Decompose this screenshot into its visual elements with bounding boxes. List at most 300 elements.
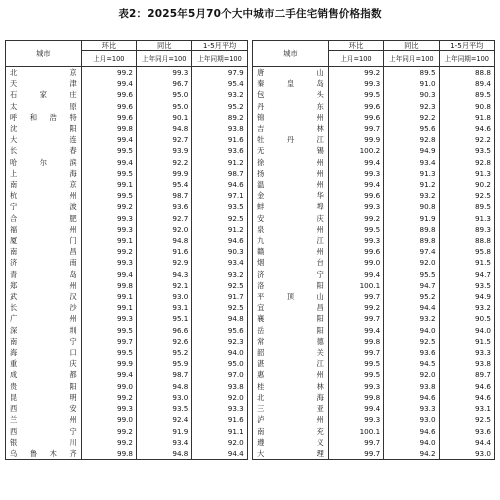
yoy-cell-left: 92.7 (137, 213, 192, 224)
city-cell-right: 遵义 (253, 437, 329, 448)
mom-cell-right: 99.6 (328, 190, 383, 201)
avg-cell-right: 94.7 (439, 269, 494, 280)
city-cell-left: 成都 (6, 369, 82, 380)
mom-cell-right: 99.6 (328, 101, 383, 112)
city-cell-right: 洛阳 (253, 280, 329, 291)
city-cell-left: 合肥 (6, 213, 82, 224)
yoy-cell-left: 93.0 (137, 291, 192, 302)
mom-cell-left: 99.4 (81, 369, 136, 380)
avg-cell-right: 93.2 (439, 302, 494, 313)
avg-cell-left: 93.5 (192, 201, 247, 212)
table-row (6, 347, 495, 358)
table-row (6, 235, 495, 246)
table-row (6, 269, 495, 280)
mom-cell-left: 99.3 (81, 224, 136, 235)
header-avg-right: 1-5月平均 (439, 41, 494, 51)
avg-cell-right: 89.7 (439, 369, 494, 380)
mom-cell-right: 99.3 (328, 201, 383, 212)
yoy-cell-left: 99.9 (137, 168, 192, 179)
avg-cell-right: 88.8 (439, 235, 494, 246)
avg-cell-right: 92.2 (439, 134, 494, 145)
yoy-cell-left: 95.4 (137, 179, 192, 190)
header-mom-left: 环比 (81, 41, 136, 51)
mom-cell-left: 99.3 (81, 213, 136, 224)
mom-cell-right: 99.8 (328, 336, 383, 347)
city-cell-left: 呼和浩特 (6, 112, 82, 123)
mom-cell-right: 99.9 (328, 134, 383, 145)
avg-cell-right: 90.8 (439, 101, 494, 112)
avg-cell-left: 91.1 (192, 426, 247, 437)
city-cell-right: 锦州 (253, 112, 329, 123)
yoy-cell-right: 95.5 (384, 269, 439, 280)
mom-cell-right: 99.4 (328, 403, 383, 414)
yoy-cell-left: 90.1 (137, 112, 192, 123)
mom-cell-right: 100.2 (328, 145, 383, 156)
city-cell-right: 九江 (253, 235, 329, 246)
mom-cell-left: 99.2 (81, 426, 136, 437)
table-row (6, 437, 495, 448)
mom-cell-left: 99.3 (81, 403, 136, 414)
city-cell-right: 蚌埠 (253, 201, 329, 212)
table-row (6, 414, 495, 425)
table-row (6, 257, 495, 268)
avg-cell-right: 88.8 (439, 67, 494, 79)
city-cell-left: 天津 (6, 78, 82, 89)
table-row (6, 291, 495, 302)
yoy-cell-right: 93.2 (384, 190, 439, 201)
avg-cell-left: 93.2 (192, 89, 247, 100)
avg-cell-right: 93.0 (439, 448, 494, 460)
mom-cell-left: 99.9 (81, 358, 136, 369)
mom-cell-right: 99.4 (328, 269, 383, 280)
avg-cell-left: 94.0 (192, 347, 247, 358)
table-row (6, 246, 495, 257)
city-cell-left: 重庆 (6, 358, 82, 369)
city-cell-right: 丹东 (253, 101, 329, 112)
mom-cell-right: 99.3 (328, 381, 383, 392)
avg-cell-left: 90.3 (192, 246, 247, 257)
yoy-cell-right: 93.0 (384, 414, 439, 425)
mom-cell-left: 99.4 (81, 134, 136, 145)
yoy-cell-left: 91.9 (137, 426, 192, 437)
city-cell-left: 南京 (6, 179, 82, 190)
table-row (6, 134, 495, 145)
mom-cell-left: 99.8 (81, 280, 136, 291)
yoy-cell-left: 94.8 (137, 123, 192, 134)
yoy-cell-left: 95.0 (137, 101, 192, 112)
yoy-cell-right: 94.0 (384, 437, 439, 448)
mom-cell-left: 99.1 (81, 179, 136, 190)
yoy-cell-left: 93.0 (137, 392, 192, 403)
yoy-cell-right: 94.6 (384, 392, 439, 403)
table-row (6, 403, 495, 414)
mom-cell-left: 99.1 (81, 235, 136, 246)
avg-cell-right: 94.9 (439, 291, 494, 302)
yoy-cell-right: 92.3 (384, 101, 439, 112)
yoy-cell-left: 91.6 (137, 246, 192, 257)
yoy-cell-left: 93.4 (137, 437, 192, 448)
yoy-cell-right: 94.4 (384, 302, 439, 313)
mom-cell-left: 99.5 (81, 190, 136, 201)
avg-cell-left: 94.8 (192, 313, 247, 324)
city-cell-left: 深圳 (6, 325, 82, 336)
avg-cell-right: 89.3 (439, 224, 494, 235)
city-cell-right: 唐山 (253, 67, 329, 79)
mom-cell-left: 99.6 (81, 89, 136, 100)
table-row (6, 313, 495, 324)
avg-cell-left: 93.4 (192, 257, 247, 268)
city-cell-right: 惠州 (253, 369, 329, 380)
table-row (6, 392, 495, 403)
avg-cell-left: 92.3 (192, 336, 247, 347)
yoy-cell-right: 92.0 (384, 369, 439, 380)
avg-cell-left: 91.2 (192, 224, 247, 235)
avg-cell-right: 89.5 (439, 89, 494, 100)
yoy-cell-right: 93.3 (384, 403, 439, 414)
mom-cell-right: 99.7 (328, 291, 383, 302)
city-cell-right: 韶关 (253, 347, 329, 358)
avg-cell-left: 95.4 (192, 78, 247, 89)
mom-cell-left: 99.2 (81, 67, 136, 79)
mom-cell-left: 99.1 (81, 302, 136, 313)
city-cell-right: 常德 (253, 336, 329, 347)
city-cell-left: 上海 (6, 168, 82, 179)
avg-cell-right: 93.8 (439, 358, 494, 369)
table-row (6, 67, 495, 79)
mom-cell-left: 99.2 (81, 201, 136, 212)
avg-cell-left: 92.5 (192, 302, 247, 313)
avg-cell-left: 93.2 (192, 269, 247, 280)
city-cell-left: 武汉 (6, 291, 82, 302)
mom-cell-right: 100.1 (328, 280, 383, 291)
mom-cell-left: 99.1 (81, 291, 136, 302)
yoy-cell-left: 95.1 (137, 313, 192, 324)
city-cell-left: 福州 (6, 224, 82, 235)
table-row (6, 213, 495, 224)
yoy-cell-left: 94.8 (137, 448, 192, 460)
yoy-cell-left: 92.0 (137, 224, 192, 235)
mom-cell-left: 99.5 (81, 145, 136, 156)
avg-cell-left: 93.6 (192, 145, 247, 156)
mom-cell-left: 99.7 (81, 336, 136, 347)
city-cell-left: 海口 (6, 347, 82, 358)
mom-cell-left: 99.3 (81, 313, 136, 324)
yoy-cell-right: 91.0 (384, 78, 439, 89)
table-body (6, 67, 495, 460)
mom-cell-left: 99.4 (81, 269, 136, 280)
avg-cell-right: 89.5 (439, 201, 494, 212)
table-row (6, 224, 495, 235)
yoy-cell-right: 95.6 (384, 123, 439, 134)
avg-cell-right: 94.0 (439, 325, 494, 336)
city-cell-right: 桂林 (253, 381, 329, 392)
city-cell-right: 泉州 (253, 224, 329, 235)
yoy-cell-right: 94.2 (384, 448, 439, 460)
yoy-cell-right: 92.2 (384, 112, 439, 123)
avg-cell-left: 93.3 (192, 403, 247, 414)
avg-cell-left: 93.8 (192, 123, 247, 134)
mom-cell-left: 99.0 (81, 414, 136, 425)
avg-cell-right: 93.3 (439, 347, 494, 358)
mom-cell-left: 99.6 (81, 101, 136, 112)
avg-cell-right: 91.5 (439, 257, 494, 268)
city-cell-left: 银川 (6, 437, 82, 448)
yoy-cell-left: 98.7 (137, 190, 192, 201)
city-cell-left: 南宁 (6, 336, 82, 347)
mom-cell-left: 99.2 (81, 246, 136, 257)
yoy-cell-left: 92.6 (137, 336, 192, 347)
yoy-cell-right: 93.8 (384, 381, 439, 392)
mom-cell-left: 99.2 (81, 392, 136, 403)
city-cell-right: 北海 (253, 392, 329, 403)
yoy-cell-right: 94.5 (384, 358, 439, 369)
avg-cell-left: 95.6 (192, 325, 247, 336)
mom-cell-right: 99.4 (328, 157, 383, 168)
avg-cell-right: 95.8 (439, 246, 494, 257)
mom-cell-right: 99.5 (328, 358, 383, 369)
mom-cell-right: 99.5 (328, 89, 383, 100)
mom-cell-left: 99.4 (81, 78, 136, 89)
avg-cell-right: 93.6 (439, 426, 494, 437)
yoy-cell-right: 89.8 (384, 224, 439, 235)
city-cell-right: 南充 (253, 426, 329, 437)
mom-cell-right: 99.2 (328, 302, 383, 313)
mom-cell-left: 99.5 (81, 168, 136, 179)
mom-cell-right: 99.3 (328, 414, 383, 425)
page-title: 表2：2025年5月70个大中城市二手住宅销售价格指数 (118, 8, 382, 20)
yoy-cell-left: 95.0 (137, 89, 192, 100)
mom-cell-right: 99.3 (328, 78, 383, 89)
city-cell-left: 厦门 (6, 235, 82, 246)
city-cell-left: 太原 (6, 101, 82, 112)
avg-cell-right: 91.5 (439, 336, 494, 347)
avg-cell-left: 92.0 (192, 392, 247, 403)
avg-cell-right: 92.5 (439, 414, 494, 425)
city-cell-right: 赣州 (253, 246, 329, 257)
avg-cell-right: 93.5 (439, 280, 494, 291)
mom-cell-left: 99.8 (81, 123, 136, 134)
yoy-cell-left: 96.6 (137, 325, 192, 336)
avg-cell-left: 97.9 (192, 67, 247, 79)
table-row (6, 78, 495, 89)
yoy-cell-right: 92.5 (384, 336, 439, 347)
city-cell-right: 泸州 (253, 414, 329, 425)
mom-cell-left: 99.6 (81, 112, 136, 123)
city-cell-left: 北京 (6, 67, 82, 79)
avg-cell-right: 89.4 (439, 78, 494, 89)
mom-cell-right: 99.3 (328, 168, 383, 179)
city-cell-left: 兰州 (6, 414, 82, 425)
yoy-cell-right: 97.4 (384, 246, 439, 257)
yoy-cell-right: 91.9 (384, 213, 439, 224)
yoy-cell-left: 93.6 (137, 201, 192, 212)
city-cell-left: 济南 (6, 257, 82, 268)
city-cell-left: 郑州 (6, 280, 82, 291)
mom-cell-left: 99.3 (81, 257, 136, 268)
yoy-cell-right: 93.2 (384, 313, 439, 324)
mom-cell-right: 99.4 (328, 179, 383, 190)
avg-cell-left: 92.5 (192, 280, 247, 291)
mom-cell-right: 99.3 (328, 235, 383, 246)
subheader-yoy-left: 上年同月=100 (137, 51, 192, 67)
yoy-cell-left: 92.4 (137, 414, 192, 425)
yoy-cell-right: 94.6 (384, 426, 439, 437)
city-cell-right: 襄阳 (253, 313, 329, 324)
city-cell-right: 扬州 (253, 168, 329, 179)
city-cell-left: 青岛 (6, 269, 82, 280)
table-row (6, 168, 495, 179)
mom-cell-right: 99.7 (328, 123, 383, 134)
table-row (6, 381, 495, 392)
city-cell-right: 大理 (253, 448, 329, 460)
header-city-left: 城市 (6, 41, 82, 67)
avg-cell-right: 94.6 (439, 392, 494, 403)
city-cell-right: 安庆 (253, 213, 329, 224)
yoy-cell-left: 99.3 (137, 67, 192, 79)
mom-cell-right: 99.7 (328, 313, 383, 324)
city-cell-left: 石家庄 (6, 89, 82, 100)
table-row (6, 157, 495, 168)
city-cell-right: 无锡 (253, 145, 329, 156)
table-row (6, 358, 495, 369)
avg-cell-right: 93.1 (439, 403, 494, 414)
avg-cell-right: 93.5 (439, 145, 494, 156)
city-cell-right: 岳阳 (253, 325, 329, 336)
mom-cell-right: 99.5 (328, 369, 383, 380)
mom-cell-right: 99.4 (328, 325, 383, 336)
avg-cell-right: 90.5 (439, 313, 494, 324)
avg-cell-left: 94.6 (192, 179, 247, 190)
avg-cell-left: 94.4 (192, 448, 247, 460)
avg-cell-left: 91.6 (192, 414, 247, 425)
avg-cell-right: 94.4 (439, 437, 494, 448)
yoy-cell-right: 94.7 (384, 280, 439, 291)
yoy-cell-right: 90.8 (384, 201, 439, 212)
subheader-yoy-right: 上年同月=100 (384, 51, 439, 67)
mom-cell-left: 99.2 (81, 437, 136, 448)
table-row (6, 448, 495, 460)
subheader-avg-right: 上年同期=100 (439, 51, 494, 67)
yoy-cell-left: 96.7 (137, 78, 192, 89)
yoy-cell-right: 94.0 (384, 325, 439, 336)
city-cell-right: 济宁 (253, 269, 329, 280)
yoy-cell-left: 92.9 (137, 257, 192, 268)
yoy-cell-right: 90.3 (384, 89, 439, 100)
table-row (6, 89, 495, 100)
avg-cell-right: 91.8 (439, 112, 494, 123)
subheader-mom-right: 上月=100 (328, 51, 383, 67)
avg-cell-right: 91.3 (439, 168, 494, 179)
table-row (6, 426, 495, 437)
table-row (6, 190, 495, 201)
table-row (6, 179, 495, 190)
city-cell-right: 金华 (253, 190, 329, 201)
city-cell-left: 昆明 (6, 392, 82, 403)
yoy-cell-left: 94.3 (137, 269, 192, 280)
yoy-cell-left: 92.7 (137, 134, 192, 145)
city-cell-left: 长春 (6, 145, 82, 156)
city-cell-right: 包头 (253, 89, 329, 100)
yoy-cell-left: 98.7 (137, 369, 192, 380)
subheader-avg-left: 上年同期=100 (192, 51, 247, 67)
city-cell-left: 广州 (6, 313, 82, 324)
table-row (6, 302, 495, 313)
city-cell-left: 长沙 (6, 302, 82, 313)
mom-cell-right: 99.8 (328, 392, 383, 403)
avg-cell-right: 90.2 (439, 179, 494, 190)
avg-cell-left: 91.6 (192, 134, 247, 145)
avg-cell-left: 91.2 (192, 157, 247, 168)
mom-cell-left: 99.4 (81, 157, 136, 168)
header-mom-right: 环比 (328, 41, 383, 51)
mom-cell-right: 99.2 (328, 213, 383, 224)
avg-cell-right: 92.8 (439, 157, 494, 168)
mom-cell-right: 99.6 (328, 112, 383, 123)
table-row (6, 145, 495, 156)
yoy-cell-left: 92.2 (137, 157, 192, 168)
subheader-mom-left: 上月=100 (81, 51, 136, 67)
yoy-cell-left: 93.9 (137, 145, 192, 156)
city-cell-left: 西宁 (6, 426, 82, 437)
yoy-cell-right: 91.2 (384, 179, 439, 190)
yoy-cell-left: 94.8 (137, 381, 192, 392)
table-row (6, 201, 495, 212)
yoy-cell-right: 93.4 (384, 157, 439, 168)
price-index-table (5, 40, 495, 460)
yoy-cell-right: 92.0 (384, 257, 439, 268)
yoy-cell-right: 95.2 (384, 291, 439, 302)
table-row (6, 325, 495, 336)
yoy-cell-right: 91.3 (384, 168, 439, 179)
mom-cell-right: 100.1 (328, 426, 383, 437)
mom-cell-left: 99.8 (81, 448, 136, 460)
city-cell-right: 秦皇岛 (253, 78, 329, 89)
header-yoy-right: 同比 (384, 41, 439, 51)
yoy-cell-left: 95.2 (137, 347, 192, 358)
mom-cell-right: 99.0 (328, 257, 383, 268)
city-cell-right: 湛江 (253, 358, 329, 369)
yoy-cell-right: 89.8 (384, 235, 439, 246)
table-row (6, 123, 495, 134)
mom-cell-right: 99.5 (328, 224, 383, 235)
table-row (6, 369, 495, 380)
city-cell-left: 杭州 (6, 190, 82, 201)
city-cell-left: 乌鲁木齐 (6, 448, 82, 460)
yoy-cell-left: 93.5 (137, 403, 192, 414)
city-cell-right: 平顶山 (253, 291, 329, 302)
avg-cell-left: 94.6 (192, 235, 247, 246)
city-cell-right: 牡丹江 (253, 134, 329, 145)
yoy-cell-right: 94.9 (384, 145, 439, 156)
avg-cell-right: 92.5 (439, 190, 494, 201)
yoy-cell-right: 93.6 (384, 347, 439, 358)
avg-cell-right: 94.6 (439, 123, 494, 134)
avg-cell-left: 92.5 (192, 213, 247, 224)
city-cell-left: 宁波 (6, 201, 82, 212)
mom-cell-left: 99.5 (81, 347, 136, 358)
city-cell-left: 西安 (6, 403, 82, 414)
city-cell-right: 烟台 (253, 257, 329, 268)
table-row (6, 280, 495, 291)
avg-cell-right: 91.3 (439, 213, 494, 224)
table-row (6, 336, 495, 347)
yoy-cell-right: 92.8 (384, 134, 439, 145)
table-row (6, 112, 495, 123)
mom-cell-right: 99.7 (328, 448, 383, 460)
mom-cell-right: 99.6 (328, 246, 383, 257)
city-cell-right: 吉林 (253, 123, 329, 134)
table-row (6, 101, 495, 112)
